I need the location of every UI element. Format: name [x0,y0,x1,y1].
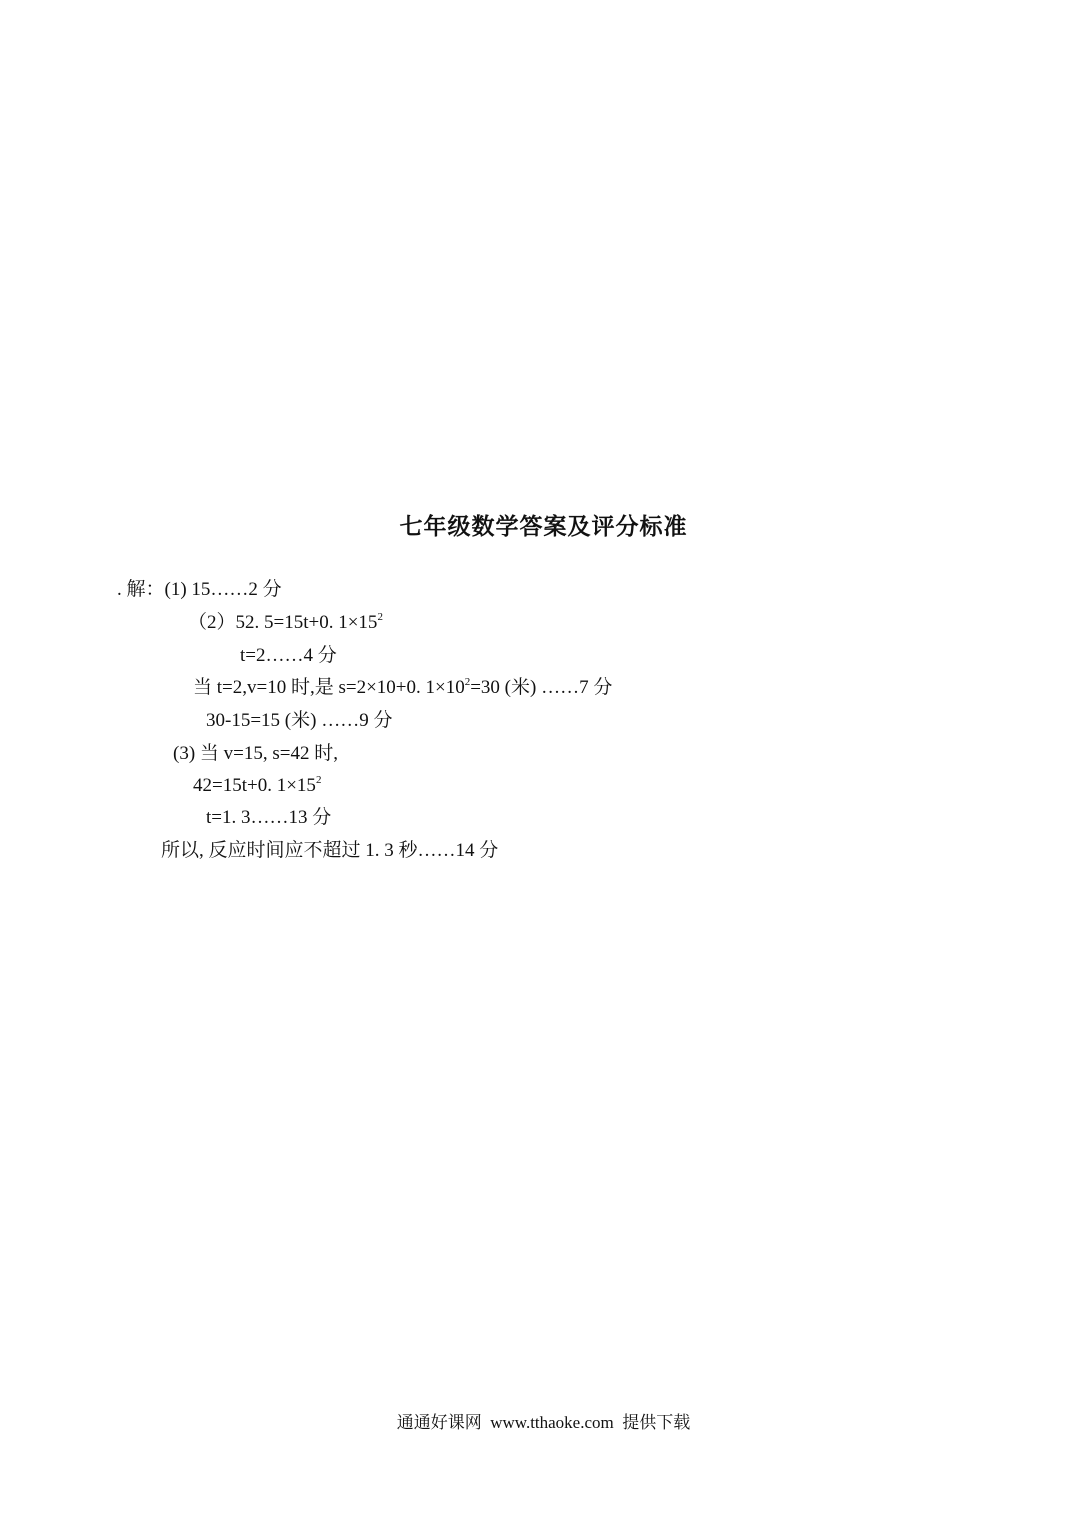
answer-line-6: (3) 当 v=15, s=42 时, [173,743,338,764]
answer-line-4-text-b: =30 (米) ……7 分 [470,677,613,698]
answer-line-4-text-a: 当 t=2,v=10 时,是 s=2×10+0. 1×10 [193,677,465,698]
answer-line-7 [193,774,321,798]
answer-line-4-exponent: 2 [464,676,471,688]
answer-line-9: 所以, 反应时间应不超过 1. 3 秒……14 分 [161,840,499,861]
answer-line-1: . 解：(1) 15……2 分 [117,579,282,600]
answer-line-4 [193,676,612,700]
page-title: 七年级数学答案及评分标准 [399,514,688,539]
answer-line-2 [188,611,383,635]
footer-credit: 通通好课网 www.tthaoke.com 提供下载 [396,1413,691,1432]
answer-line-8: t=1. 3……13 分 [206,807,332,828]
answer-line-7-exponent: 2 [315,774,322,786]
answer-line-2-text: （2）52. 5=15t+0. 1×15 [188,612,378,633]
answer-line-7-text: 42=15t+0. 1×15 [193,775,316,796]
answer-line-5: 30-15=15 (米) ……9 分 [206,710,393,731]
answer-line-3: t=2……4 分 [240,645,337,666]
answer-line-2-exponent: 2 [377,611,383,623]
